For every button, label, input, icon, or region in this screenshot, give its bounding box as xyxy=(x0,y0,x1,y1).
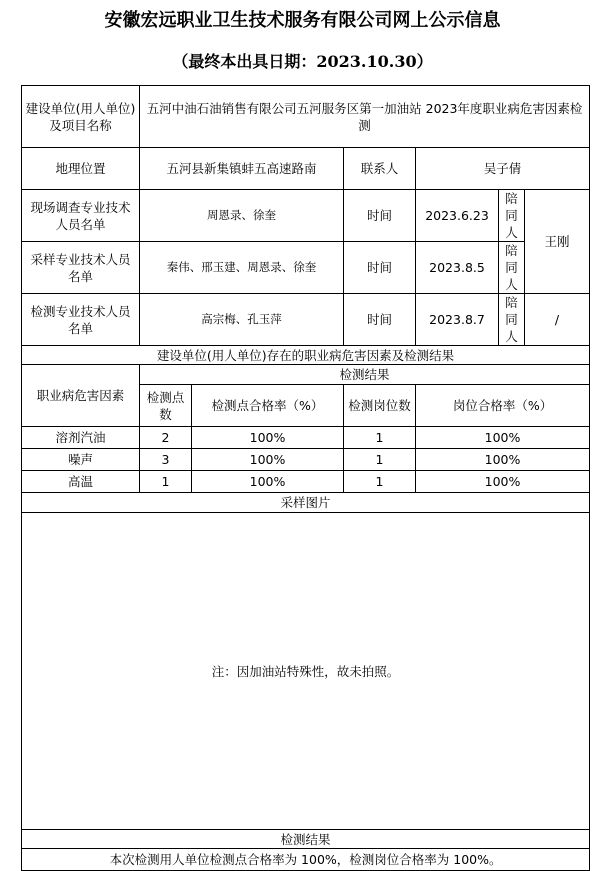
testing-row xyxy=(22,294,590,346)
photos-note: 注：因加油站特殊性，故未拍照。 xyxy=(22,513,590,830)
survey-label: 现场调查专业技术人员名单 xyxy=(22,190,140,242)
photos-title-row xyxy=(22,493,590,513)
results-group-header: 检测结果 xyxy=(140,365,590,385)
survey-time-label: 时间 xyxy=(344,190,416,242)
post-rate-cell: 100% xyxy=(416,471,590,493)
survey-names: 周恩录、徐奎 xyxy=(140,190,344,242)
photos-title: 采样图片 xyxy=(22,493,590,513)
table-row xyxy=(22,449,590,471)
posts-cell: 1 xyxy=(344,427,416,449)
sampling-time: 2023.8.5 xyxy=(416,242,499,294)
testing-label: 检测专业技术人员名单 xyxy=(22,294,140,346)
sampling-row xyxy=(22,242,590,294)
unit-value: 五河中油石油销售有限公司五河服务区第一加油站 2023年度职业病危害因素检测 xyxy=(140,86,590,148)
post-rate-cell: 100% xyxy=(416,449,590,471)
point-rate-cell: 100% xyxy=(192,449,344,471)
point-rate-cell: 100% xyxy=(192,427,344,449)
unit-row xyxy=(22,86,590,148)
factor-cell: 噪声 xyxy=(22,449,140,471)
survey-row xyxy=(22,190,590,242)
col-posts-header: 检测岗位数 xyxy=(344,385,416,427)
issue-date: （最终本出具日期：2023.10.30） xyxy=(172,52,433,71)
testing-time: 2023.8.7 xyxy=(416,294,499,346)
col-points-header: 检测点数 xyxy=(140,385,192,427)
results-header-row xyxy=(22,365,590,385)
points-cell: 2 xyxy=(140,427,192,449)
conclusion-row xyxy=(22,849,590,871)
location-label: 地理位置 xyxy=(22,148,140,190)
sampling-label: 采样专业技术人员名单 xyxy=(22,242,140,294)
contact-label: 联系人 xyxy=(344,148,416,190)
col-point-rate-header: 检测点合格率（%） xyxy=(192,385,344,427)
points-cell: 3 xyxy=(140,449,192,471)
sampling-time-label: 时间 xyxy=(344,242,416,294)
results-section-row xyxy=(22,346,590,365)
post-rate-cell: 100% xyxy=(416,427,590,449)
testing-names: 高宗梅、孔玉萍 xyxy=(140,294,344,346)
survey-accompany-label: 陪同人 xyxy=(499,190,525,242)
posts-cell: 1 xyxy=(344,471,416,493)
unit-label: 建设单位(用人单位)及项目名称 xyxy=(22,86,140,148)
posts-cell: 1 xyxy=(344,449,416,471)
sampling-names: 秦伟、邢玉建、周恩录、徐奎 xyxy=(140,242,344,294)
photos-row xyxy=(22,513,590,830)
testing-time-label: 时间 xyxy=(344,294,416,346)
sampling-accompany-label: 陪同人 xyxy=(499,242,525,294)
table-row xyxy=(22,427,590,449)
accompany-person: 王刚 xyxy=(525,190,590,294)
location-row xyxy=(22,148,590,190)
survey-time: 2023.6.23 xyxy=(416,190,499,242)
results-section-title: 建设单位(用人单位)存在的职业病危害因素及检测结果 xyxy=(22,346,590,365)
conclusion-text: 本次检测用人单位检测点合格率为 100%，检测岗位合格率为 100%。 xyxy=(22,849,590,871)
contact-value: 吴子倩 xyxy=(416,148,590,190)
table-row xyxy=(22,471,590,493)
factor-header: 职业病危害因素 xyxy=(22,365,140,427)
point-rate-cell: 100% xyxy=(192,471,344,493)
disclosure-table xyxy=(21,85,590,871)
factor-cell: 高温 xyxy=(22,471,140,493)
page-title: 安徽宏远职业卫生技术服务有限公司网上公示信息 xyxy=(104,10,501,31)
location-value: 五河县新集镇蚌五高速路南 xyxy=(140,148,344,190)
testing-accompany-label: 陪同人 xyxy=(499,294,525,346)
testing-accompany: / xyxy=(525,294,590,346)
conclusion-title-row xyxy=(22,830,590,849)
points-cell: 1 xyxy=(140,471,192,493)
conclusion-title: 检测结果 xyxy=(22,830,590,849)
factor-cell: 溶剂汽油 xyxy=(22,427,140,449)
col-post-rate-header: 岗位合格率（%） xyxy=(416,385,590,427)
